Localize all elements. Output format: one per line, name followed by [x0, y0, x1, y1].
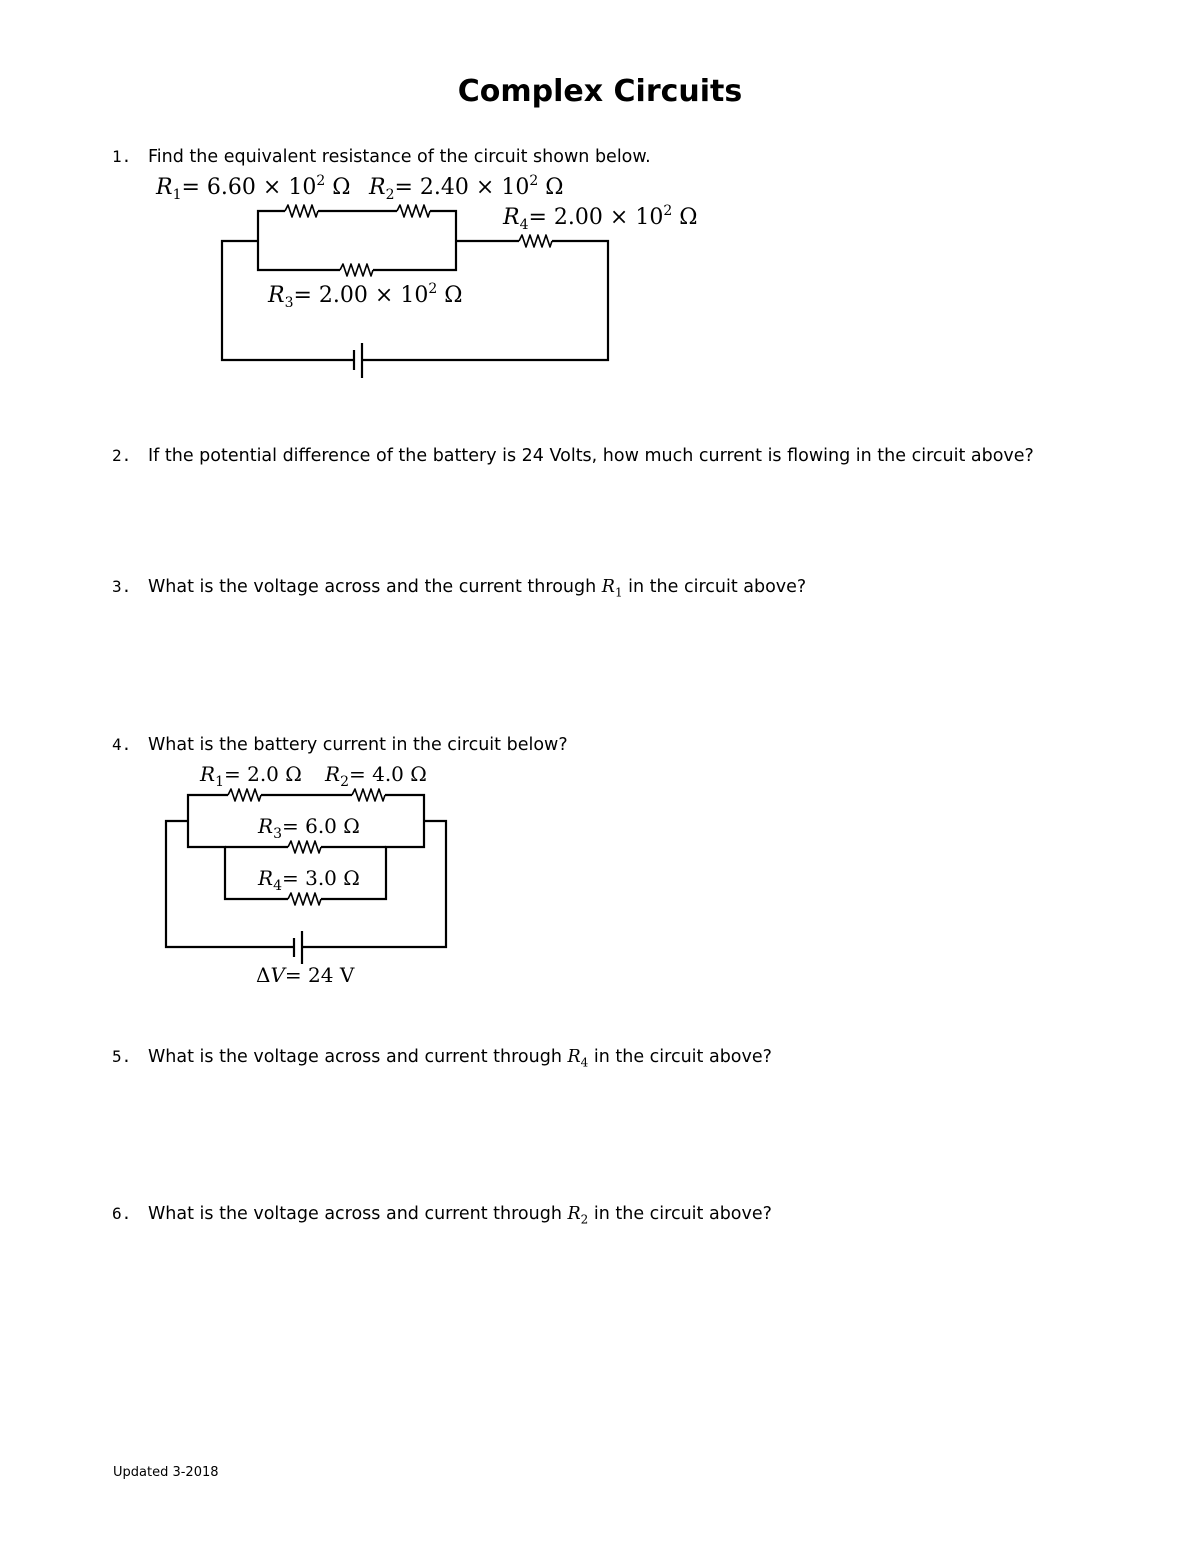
- footer-updated: Updated 3-2018: [113, 1465, 219, 1480]
- label-battery-voltage: ΔV= 24 V: [256, 963, 355, 987]
- question-number: 5.: [112, 1047, 132, 1066]
- label-r3: $R_3= 6.0$ Ω: [258, 814, 360, 842]
- battery-symbol: [294, 931, 302, 964]
- variable-subscript: 1: [614, 585, 623, 600]
- label-r2: $R_2= 2.40 \times 10^2$ Ω: [369, 173, 564, 203]
- question-number: 6.: [112, 1204, 132, 1223]
- label-r1: $R_1= 2.0$ Ω: [200, 762, 302, 790]
- label-r3: $R_3= 2.00 \times 10^2$ Ω: [268, 281, 463, 311]
- label-r2: $R_2= 4.0$ Ω: [325, 762, 427, 790]
- label-r1: $R_1= 6.60 \times 10^2$ Ω: [156, 173, 351, 203]
- label-r4: $R_4= 2.00 \times 10^2$ Ω: [503, 203, 698, 233]
- variable-subscript: 4: [580, 1055, 589, 1070]
- variable-r: R: [601, 577, 615, 597]
- question-text-end: in the circuit above?: [588, 1047, 772, 1067]
- question-number: 2.: [112, 446, 132, 465]
- resistor-r2-symbol: [352, 789, 385, 801]
- question-5: [112, 1047, 772, 1070]
- resistor-r3-symbol: [288, 841, 321, 853]
- question-text-end: in the circuit above?: [622, 577, 807, 597]
- resistor-r4-symbol: [288, 893, 321, 905]
- question-text: Find the equivalent resistance of the circuit shown below.: [148, 147, 651, 167]
- resistor-r1-symbol: [228, 789, 261, 801]
- question-text: What is the voltage across and current through: [148, 1047, 568, 1067]
- question-number: 3.: [112, 577, 132, 596]
- question-text: If the potential difference of the battery is 24 Volts, how much current is flowing in the circuit above?: [148, 446, 1034, 466]
- page-title: Complex Circuits: [457, 74, 743, 109]
- variable-subscript: 2: [580, 1212, 589, 1227]
- variable-r: R: [567, 1204, 581, 1224]
- question-text-end: in the circuit above?: [588, 1204, 772, 1224]
- label-r4: $R_4= 3.0$ Ω: [258, 866, 360, 894]
- question-number: 4.: [112, 735, 132, 754]
- question-text: What is the voltage across and the current through: [148, 577, 602, 597]
- question-number: 1.: [112, 147, 132, 166]
- question-6: [112, 1204, 772, 1227]
- variable-r: R: [567, 1047, 581, 1067]
- question-text: What is the voltage across and current through: [148, 1204, 568, 1224]
- question-text: What is the battery current in the circuit below?: [148, 735, 568, 755]
